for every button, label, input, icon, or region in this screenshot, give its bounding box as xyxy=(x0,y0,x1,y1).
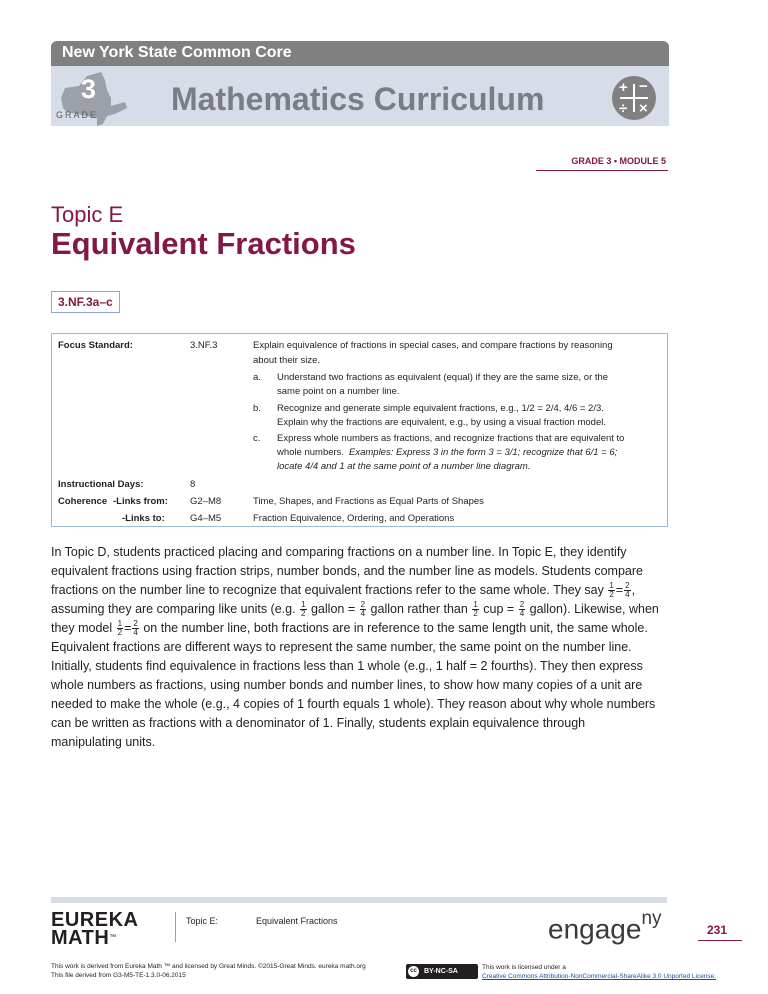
page-number: 231 xyxy=(707,923,728,937)
curriculum-banner xyxy=(51,66,669,126)
paragraph-line: needed to make the whole (e.g., 4 copies of 1 fourth equals 1 whole). They reason about why whole numbers xyxy=(51,697,656,711)
paragraph-line: In Topic D, students practiced placing and comparing fractions on a number line. In Topic E, they identify xyxy=(51,545,627,559)
page-number-rule xyxy=(698,940,742,941)
derived-notice: This work is derived from Eureka Math ™ and licensed by Great Minds. ©2015-Great Minds. eureka math.org This file derived from G3-M5-TE-1.3.0-06.2015 xyxy=(51,963,366,979)
fraction-two-fourths: $\frac{2}{4}$ xyxy=(519,600,525,619)
links-to-label: -Links to: xyxy=(122,513,165,524)
coherence-label: Coherence xyxy=(58,496,108,507)
links-from-label: -Links from: xyxy=(113,496,168,507)
item-a-line: Understand two fractions as equivalent (equal) if they are the same size, or the xyxy=(277,372,609,383)
times-icon: × xyxy=(639,100,648,117)
links-from-code: G2–M8 xyxy=(190,496,222,507)
focus-label: Focus Standard: xyxy=(58,340,133,351)
minus-icon: − xyxy=(639,78,648,95)
paragraph-line: fractions on the number line to recognize that equivalent fractions refer to the same whole. They say $\frac{1}{2}$ = $\frac{2}{4}$ , xyxy=(51,581,636,600)
creative-commons-icon: cc xyxy=(408,966,419,977)
paragraph-line: whole numbers as fractions, using number bonds and number lines, to show how many copies of a unit are xyxy=(51,678,643,692)
paragraph-line: Initially, students find equivalence in fractions less than 1 whole (e.g., 1 half = 2 fourths). They then express xyxy=(51,659,643,673)
module-label: GRADE 3 • MODULE 5 xyxy=(571,156,666,166)
footer-divider xyxy=(175,912,176,942)
paragraph-line: can be written as fractions with a denominator of 1. Finally, students explain equivalence through xyxy=(51,716,586,730)
item-marker: a. xyxy=(253,372,261,383)
license-link[interactable]: Creative Commons Attribution-NonCommercial-ShareAlike 3.0 Unported License. xyxy=(482,973,717,980)
curriculum-title: Mathematics Curriculum xyxy=(171,81,545,117)
math-operations-icon xyxy=(612,76,656,120)
fraction-two-fourths: $\frac{2}{4}$ xyxy=(625,581,630,600)
focus-desc-line: Explain equivalence of fractions in special cases, and compare fractions by reasoning xyxy=(253,340,613,351)
links-to-code: G4–M5 xyxy=(190,513,222,524)
grade-number: 3 xyxy=(81,74,97,104)
eureka-math-logo: EUREKA MATH™ xyxy=(51,909,139,949)
state-label: New York State Common Core xyxy=(62,44,292,61)
fraction-one-half: $\frac{1}{2}$ xyxy=(609,581,614,600)
fraction-one-half: $\frac{1}{2}$ xyxy=(117,619,123,638)
license-notice: This work is licensed under a Creative Commons Attribution-NonCommercial-ShareAlike 3.0 Unported License. xyxy=(482,964,717,980)
item-c-line: Express whole numbers as fractions, and recognize fractions that are equivalent to xyxy=(277,433,625,444)
engageny-logo: engage$^{ny}$ xyxy=(548,908,662,945)
fraction-two-fourths: $\frac{2}{4}$ xyxy=(133,619,138,638)
module-rule xyxy=(536,170,668,171)
standard-code: 3.NF.3a–c xyxy=(51,291,120,313)
plus-icon: + xyxy=(619,79,628,96)
footer-bar xyxy=(51,897,667,903)
links-from-desc: Time, Shapes, and Fractions as Equal Parts of Shapes xyxy=(253,496,484,507)
footer-topic-label: Topic E: xyxy=(186,916,219,926)
days-label: Instructional Days: xyxy=(58,479,144,490)
divide-icon: ÷ xyxy=(619,100,628,117)
focus-desc-line: about their size. xyxy=(253,355,321,366)
topic-title: Equivalent Fractions xyxy=(51,226,356,261)
item-c-example: locate 4/4 and 1 at the same point of a number line diagram. xyxy=(277,461,531,472)
header-banner xyxy=(51,41,669,66)
paragraph-line: assuming they are comparing like units (e.g. $\frac{1}{2}$ gallon = $\frac{2}{4}$ gallon rather than $\frac{1}{2}$ cup = $\frac{2}{4}$ gallon). Likewise, when xyxy=(51,600,659,619)
item-marker: c. xyxy=(253,433,261,444)
topic-overview-paragraph xyxy=(51,543,691,752)
paragraph-line: Equivalent fractions are different ways to represent the same number, the same point on the number line. xyxy=(51,640,632,654)
paragraph-line: they model $\frac{1}{2}$ = $\frac{2}{4}$ on the number line, both fractions are in reference to the same length unit, the same whole. xyxy=(51,619,648,638)
focus-standard-table xyxy=(51,333,668,527)
item-a-line: same point on a number line. xyxy=(277,386,400,397)
focus-code: 3.NF.3 xyxy=(190,340,218,351)
fraction-two-fourths: $\frac{2}{4}$ xyxy=(360,600,366,619)
item-c-example: Examples: Express 3 in the form 3 = 3/1; recognize that 6/1 = 6; xyxy=(349,447,618,458)
links-to-desc: Fraction Equivalence, Ordering, and Operations xyxy=(253,513,455,524)
fraction-one-half: $\frac{1}{2}$ xyxy=(301,600,306,619)
paragraph-line: manipulating units. xyxy=(51,735,156,749)
grade-word: GRADE xyxy=(56,110,99,120)
item-marker: b. xyxy=(253,403,261,414)
days-value: 8 xyxy=(190,479,196,490)
item-b-line: Explain why the fractions are equivalent, e.g., by using a visual fraction model. xyxy=(277,417,606,428)
paragraph-line: equivalent fractions using fraction strips, number bonds, and the number line as models. Students compare xyxy=(51,564,643,578)
item-c-line: whole numbers. xyxy=(277,447,345,458)
fraction-one-half: $\frac{1}{2}$ xyxy=(473,600,478,619)
footer-topic-title: Equivalent Fractions xyxy=(256,916,338,926)
cc-license-badge: cc BY-NC-SA xyxy=(406,964,478,979)
item-b-line: Recognize and generate simple equivalent fractions, e.g., 1/2 = 2/4, 4/6 = 2/3. xyxy=(277,403,604,414)
topic-label: Topic E xyxy=(51,202,124,227)
